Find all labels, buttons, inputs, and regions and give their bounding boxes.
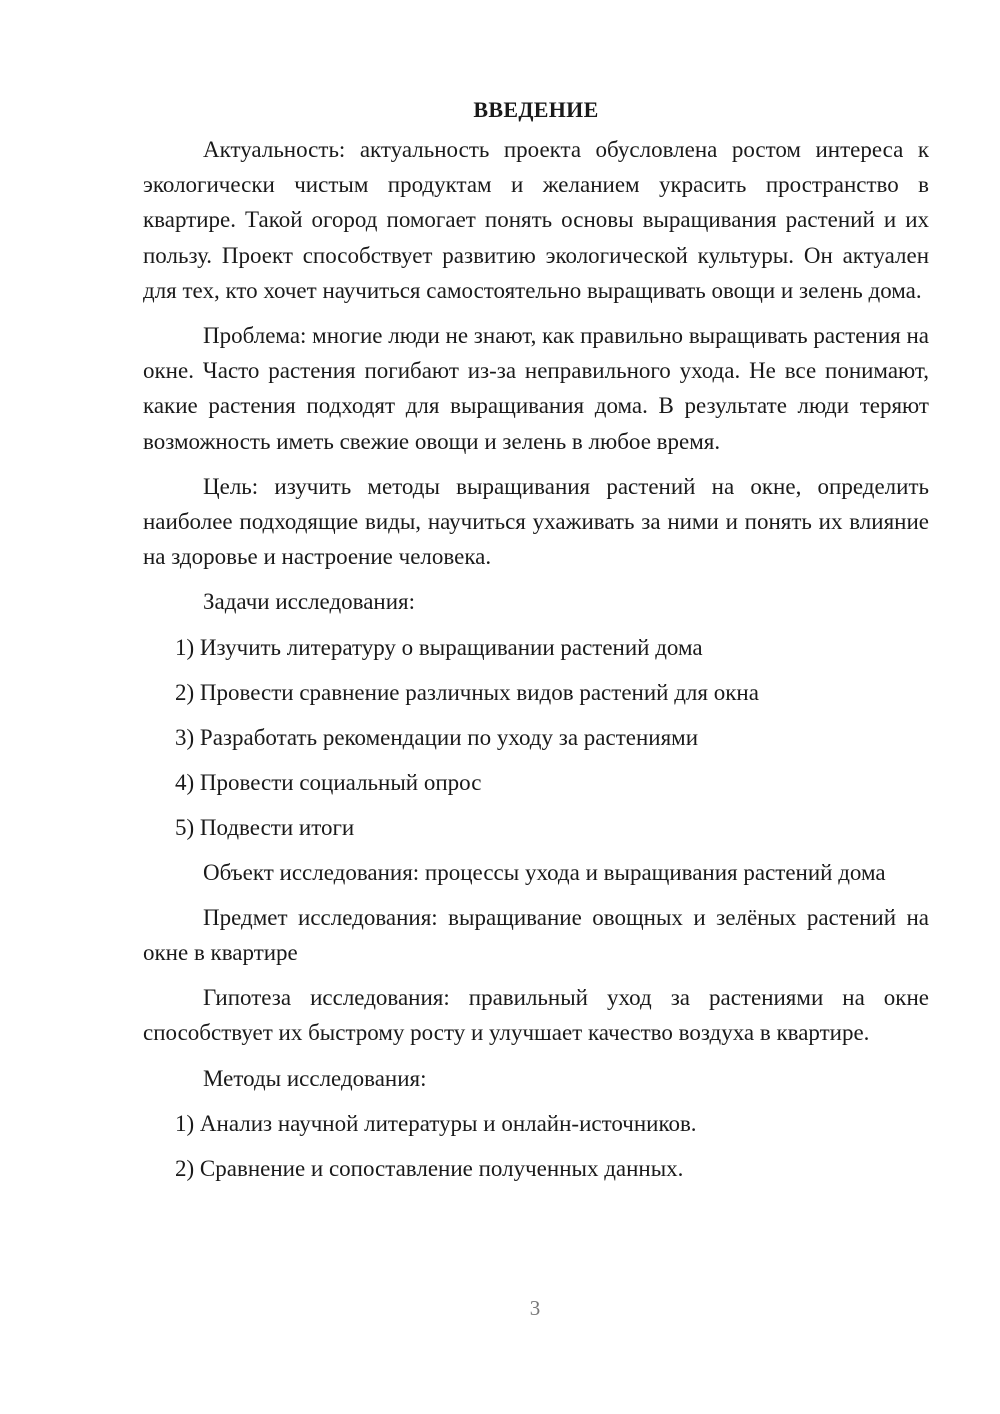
object-paragraph: Объект исследования: процессы ухода и выращивания растений дома [203,859,886,885]
method-item-2: 2) Сравнение и сопоставление полученных данных. [175,1155,684,1181]
goal-paragraph: Цель: изучить методы выращивания растений на окне, определить наиболее подходящие виды, научиться ухаживать за ними и понять их влияние на здоровье и настроение человека. [143,473,929,570]
hypothesis-paragraph: Гипотеза исследования: правильный уход за растениями на окне способствует их быстрому росту и улучшает качество воздуха в квартире. [143,985,929,1046]
page-content [143,92,929,1196]
methods-heading: Методы исследования: [203,1065,427,1091]
section-title: ВВЕДЕНИЕ [473,97,599,122]
tasks-heading: Задачи исследования: [203,589,416,615]
relevance-paragraph: Актуальность: актуальность проекта обусловлена ростом интереса к экологически чистым продуктам и желанием украсить пространство в квартире. Такой огород помогает понять основы выращивания растений и их пользу. Проект способствует развитию экологической культуры. Он актуален для тех, кто хочет научиться самостоятельно выращивать овощи и зелень дома. [143,137,929,303]
page-number: 3 [529,1296,541,1320]
task-item-5: 5) Подвести итоги [175,814,355,840]
task-item-4: 4) Провести социальный опрос [175,769,482,795]
method-item-1: 1) Анализ научной литературы и онлайн-источников. [175,1110,697,1136]
task-item-2: 2) Провести сравнение различных видов растений для окна [175,679,759,705]
tasks-list [143,630,929,845]
task-item-1: 1) Изучить литературу о выращивании растений дома [175,634,703,660]
problem-paragraph: Проблема: многие люди не знают, как правильно выращивать растения на окне. Часто растения погибают из-за неправильного ухода. Не все понимают, какие растения подходят для выращивания дома. В результате люди теряют возможность иметь свежие овощи и зелень в любое время. [143,323,929,454]
methods-list [143,1106,929,1186]
task-item-3: 3) Разработать рекомендации по уходу за растениями [175,724,699,750]
subject-paragraph: Предмет исследования: выращивание овощных и зелёных растений на окне в квартире [143,904,929,966]
